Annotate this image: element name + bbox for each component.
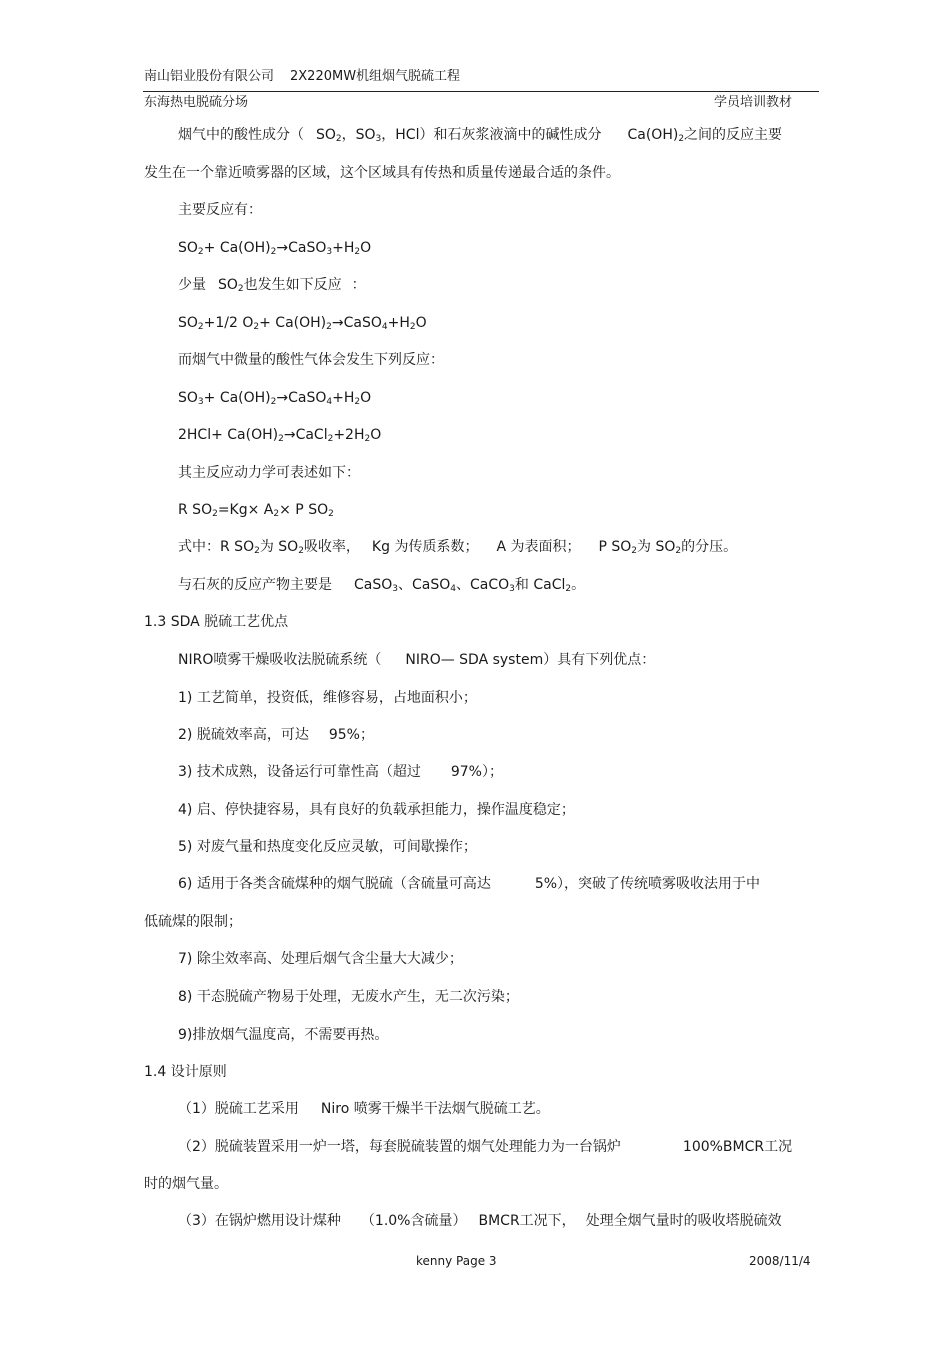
section-heading-1-4: 1.4 设计原则 <box>144 1064 227 1080</box>
equation-3: $SO_3+$ $Ca(OH)_2\to CaSO_4+H_2O$ <box>178 390 372 407</box>
paragraph-line: 发生在一个靠近喷雾器的区域，这个区域具有传热和质量传递最合适的条件。 <box>144 165 620 181</box>
list-item: 6) 适用于各类含硫煤种的烟气脱硫（含硫量可高达 5%），突破了传统喷雾吸收法用于中 <box>178 876 761 892</box>
list-item: （2）脱硫装置采用一炉一塔，每套脱硫装置的烟气处理能力为一台锅炉 100%BMCR工况 <box>178 1139 793 1155</box>
list-item-continuation: 低硫煤的限制； <box>144 914 242 930</box>
paragraph-line: NIRO喷雾干燥吸收法脱硫系统（ NIRO— SDA system）具有下列优点： <box>178 652 656 668</box>
equation-2: $SO_2+1/2$ $O_2+$ $Ca(OH)_2\to CaSO_4+H_2O$ <box>178 315 427 332</box>
list-item: 3) 技术成熟，设备运行可靠性高（超过 97%）； <box>178 764 503 780</box>
list-item: 5) 对废气量和热度变化反应灵敏，可间歇操作； <box>178 839 477 855</box>
list-item: 8) 干态脱硫产物易于处理，无废水产生，无二次污染； <box>178 989 519 1005</box>
list-item: 2) 脱硫效率高，可达 95%； <box>178 727 374 743</box>
paragraph-line: 而烟气中微量的酸性气体会发生下列反应： <box>178 352 444 368</box>
list-item: 9)排放烟气温度高，不需要再热。 <box>178 1027 389 1043</box>
list-item: 1) 工艺简单，投资低，维修容易，占地面积小； <box>178 690 477 706</box>
footer-date: 2008/11/4 <box>749 1254 811 1268</box>
paragraph-line: 其主反应动力学可表述如下： <box>178 465 360 481</box>
paragraph-line: 烟气中的酸性成分（ $SO_2$，$SO_3$，HCl）和石灰浆液滴中的碱性成分 $Ca(OH)_2$之间的反应主要 <box>178 127 783 144</box>
paragraph-line: 主要反应有： <box>178 202 262 218</box>
header-doc-type: 学员培训教材 <box>714 95 793 110</box>
paragraph-line: 少量 $SO_2$也发生如下反应 ： <box>178 277 366 294</box>
list-item: （3）在锅炉燃用设计煤种 （1.0%含硫量） BMCR工况下， 处理全烟气量时的吸收塔脱硫效 <box>178 1213 782 1229</box>
header-project: 2X220MW机组烟气脱硫工程 <box>290 69 461 84</box>
section-heading-1-3: 1.3 SDA 脱硫工艺优点 <box>144 614 289 630</box>
header-divider <box>143 91 819 92</box>
list-item: 4) 启、停快捷容易，具有良好的负载承担能力，操作温度稳定； <box>178 802 575 818</box>
list-item: （1）脱硫工艺采用 Niro 喷雾干燥半干法烟气脱硫工艺。 <box>178 1101 550 1117</box>
list-item-continuation: 时的烟气量。 <box>144 1176 228 1192</box>
list-item: 7) 除尘效率高、处理后烟气含尘量大大减少； <box>178 951 463 967</box>
header-dept: 东海热电脱硫分场 <box>144 95 249 110</box>
equation-1: $SO_2+$ $Ca(OH)_2\to CaSO_3+H_2O$ <box>178 240 372 257</box>
paragraph-line: 与石灰的反应产物主要是 CaSO$_3$、CaSO$_4$、CaCO$_3$和 CaCl$_2$。 <box>178 577 586 594</box>
paragraph-line: 式中：R $SO_2$为 $SO_2$吸收率， Kg 为传质系数； A 为表面积； P $SO_2$为 $SO_2$的分压。 <box>178 539 738 556</box>
footer-page-number: kenny Page 3 <box>416 1254 497 1268</box>
header-company: 南山铝业股份有限公司 <box>144 69 275 84</box>
rate-equation: R $SO_2=Kg\times A_2\times P$ $SO_2$ <box>178 502 334 519</box>
equation-4: $2HCl+ Ca(OH)_2\to CaCl_2+2H_2O$ <box>178 427 382 444</box>
